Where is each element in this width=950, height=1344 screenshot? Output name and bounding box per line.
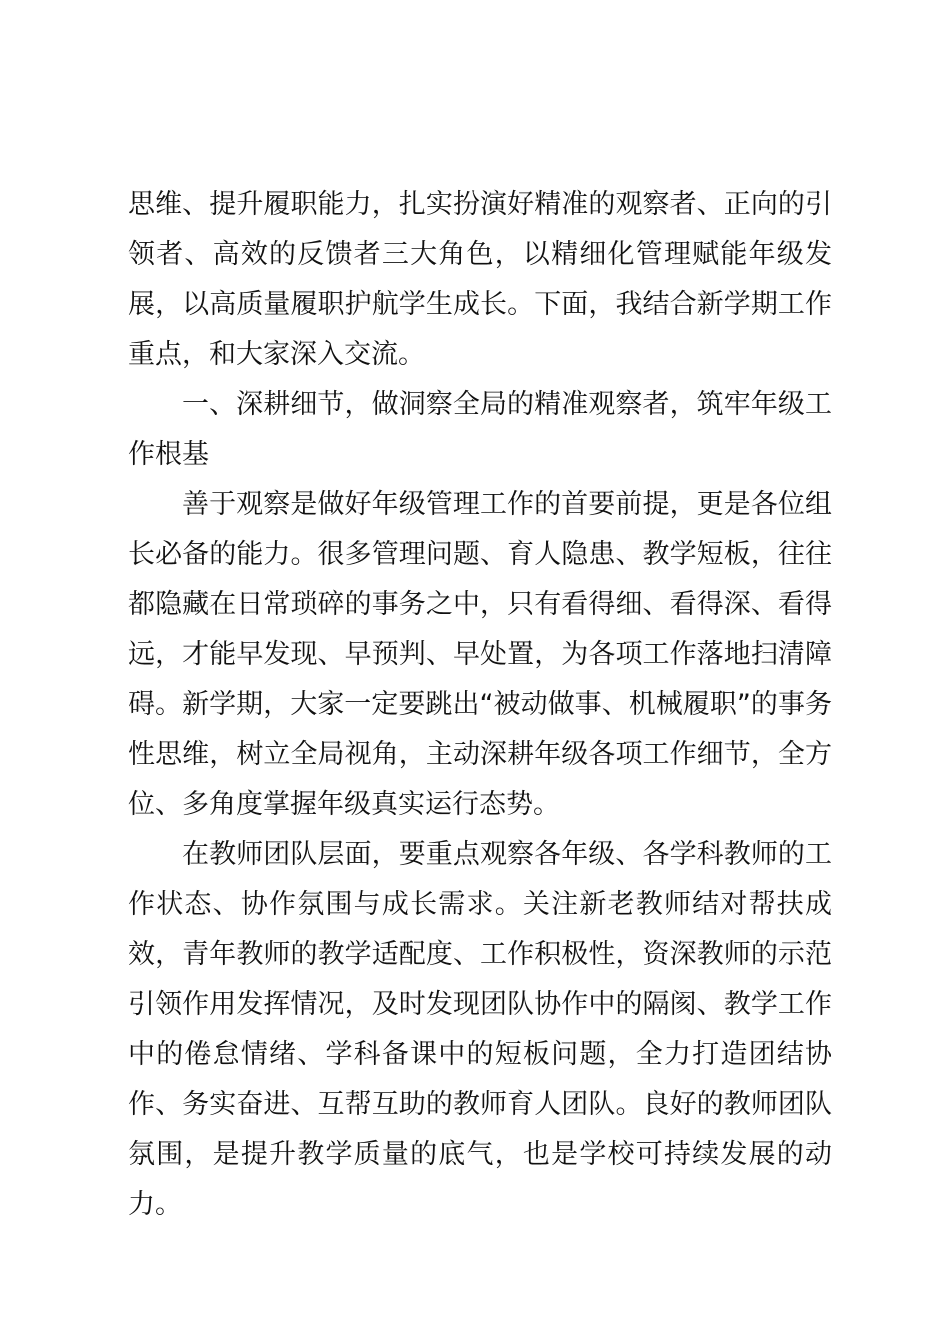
paragraph-observation: 善于观察是做好年级管理工作的首要前提，更是各位组长必备的能力。很多管理问题、育人隐患、教学短板，往往都隐藏在日常琐碎的事务之中，只有看得细、看得深、看得远，才能早发现、早预判、早处置，为各项工作落地扫清障碍。新学期，大家一定要跳出“被动做事、机械履职”的事务性思维，树立全局视角，主动深耕年级各项工作细节，全方位、多角度掌握年级真实运行态势。 [128,489,832,820]
document-page [128,180,832,1230]
paragraph-intro-continuation: 思维、提升履职能力，扎实扮演好精准的观察者、正向的引领者、高效的反馈者三大角色，以精细化管理赋能年级发展，以高质量履职护航学生成长。下面，我结合新学期工作重点，和大家深入交流。 [128,189,832,370]
section-heading-1: 一、深耕细节，做洞察全局的精准观察者，筑牢年级工作根基 [128,389,832,470]
paragraph-teacher-team: 在教师团队层面，要重点观察各年级、各学科教师的工作状态、协作氛围与成长需求。关注新老教师结对帮扶成效，青年教师的教学适配度、工作积极性，资深教师的示范引领作用发挥情况，及时发现团队协作中的隔阂、教学工作中的倦怠情绪、学科备课中的短板问题，全力打造团结协作、务实奋进、互帮互助的教师育人团队。良好的教师团队氛围，是提升教学质量的底气，也是学校可持续发展的动力。 [128,839,832,1220]
